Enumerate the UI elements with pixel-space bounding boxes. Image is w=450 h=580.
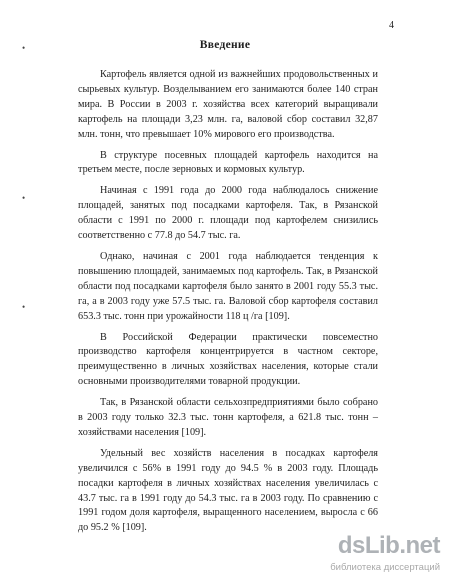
watermark xyxy=(300,534,440,574)
paragraph: Удельный вес хозяйств населения в посадках картофеля увеличился с 56% в 1991 году до 94.5 % в 2003 году. Площадь посадки картофеля в личных хозяйствах населения увеличилась с 43.7 тыс. га в 1991 году до 54.3 тыс. га в 2003 году. По сравнению с 1991 годом доля картофеля, выращенного населением, выросла с 66 до 95.2 % [109]. xyxy=(78,447,378,534)
paragraph: В структуре посевных площадей картофель находится на третьем месте, после зерновых и кормовых культур. xyxy=(78,149,378,176)
paragraph: В Российской Федерации практически повсеместно производство картофеля концентрируется в частном секторе, преимущественно в личных хозяйствах населения, которые стали основными производителями товарной продукции. xyxy=(78,331,378,388)
margin-mark: • xyxy=(22,193,26,203)
watermark-subtitle: библиотека диссертаций xyxy=(330,562,440,573)
watermark-logo: dsLib.net xyxy=(337,532,440,559)
paragraph: Картофель является одной из важнейших продовольственных и сырьевых культур. Возделыванием его занимаются более 140 стран мира. В России в 2003 г. хозяйства всех категорий выращивали картофель на площади 3,23 млн. га, валовой сбор составил 32,87 млн. тонн, что превышает 10% мирового его производства. xyxy=(78,69,378,140)
paragraph: Начиная с 1991 года до 2000 года наблюдалось снижение площадей, занятых под посадками картофеля. Так, в Рязанской области с 1991 по 2000 г. площади под картофелем снизились соответственно с 77.8 до 54.7 тыс. га. xyxy=(78,185,378,242)
page-number: 4 xyxy=(389,20,394,31)
page-title: Введение xyxy=(199,39,251,51)
document-body xyxy=(78,68,378,540)
paragraph: Однако, начиная с 2001 года наблюдается тенденция к повышению площадей, занимаемых под картофель. Так, в Рязанской области под посадками картофеля было занято в 2001 году 55.3 тыс. га, а в 2003 году уже 57.5 тыс. га. Валовой сбор картофеля составил 653.3 тыс. тонн при урожайности 118 ц /га [109]. xyxy=(78,250,378,322)
margin-mark: • xyxy=(22,302,26,312)
margin-mark: • xyxy=(22,43,26,53)
paragraph: Так, в Рязанской области сельхозпредприятиями было собрано в 2003 году только 32.3 тыс. тонн картофеля, а 621.8 тыс. тонн – хозяйствами населения [109]. xyxy=(78,397,378,438)
